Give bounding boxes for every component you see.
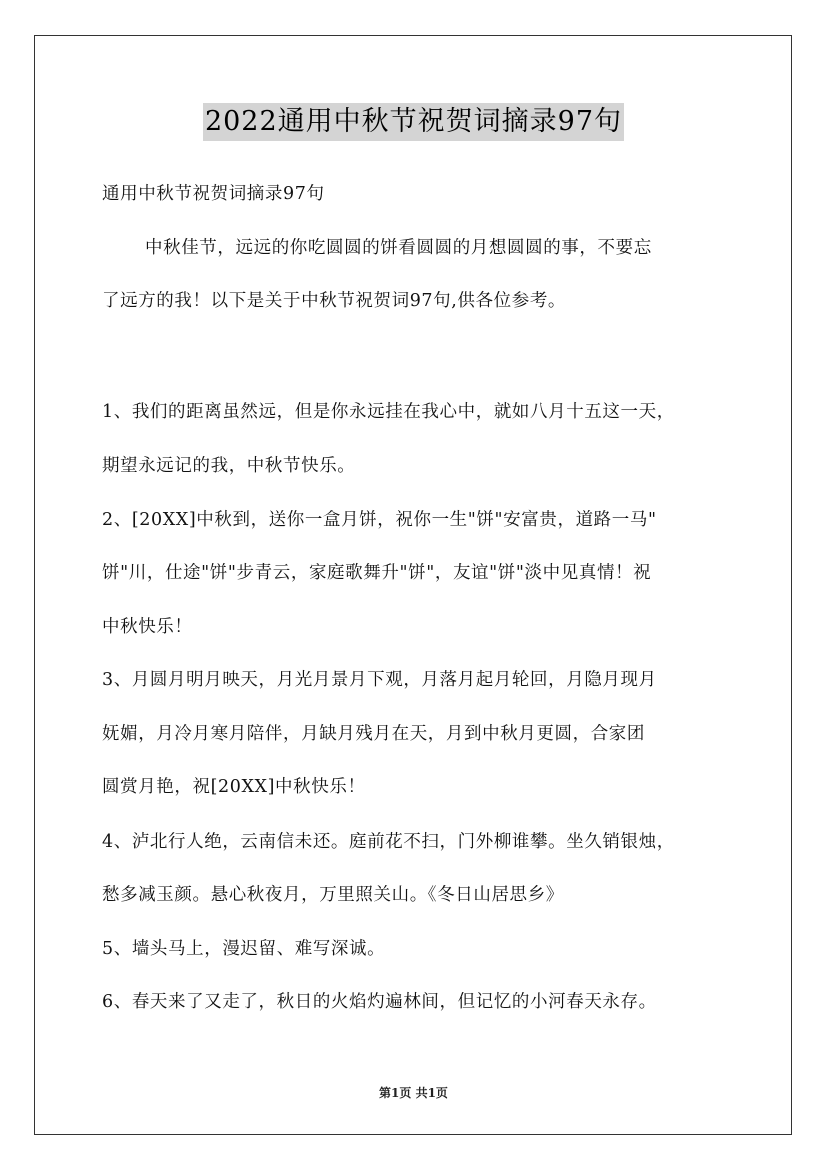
intro-line-1: 中秋佳节，远远的你吃圆圆的饼看圆圆的月想圆圆的事，不要忘 — [145, 238, 652, 258]
item-line: 愁多减玉颜。悬心秋夜月，万里照关山。《冬日山居思乡》 — [102, 885, 564, 905]
item-line: 4、泸北行人绝，云南信未还。庭前花不扫，门外柳谁攀。坐久销银烛， — [102, 832, 675, 852]
item-line: 2、[20XX]中秋到，送你一盒月饼，祝你一生"饼"安富贵，道路一马" — [102, 510, 657, 530]
item-line: 中秋快乐！ — [102, 617, 193, 637]
title-container — [0, 103, 827, 141]
item-line: 饼"川，仕途"饼"步青云，家庭歌舞升"饼"，友谊"饼"淡中见真情！祝 — [102, 563, 652, 583]
item-line: 6、春天来了又走了，秋日的火焰灼遍林间，但记忆的小河春天永存。 — [102, 992, 657, 1012]
intro-line-2: 了远方的我！以下是关于中秋节祝贺词97句,供各位参考。 — [102, 291, 567, 311]
item-line: 期望永远记的我，中秋节快乐。 — [102, 456, 356, 476]
item-line: 妩媚，月冷月寒月陪伴，月缺月残月在天，月到中秋月更圆，合家团 — [102, 724, 645, 744]
item-line: 1、我们的距离虽然远，但是你永远挂在我心中，就如八月十五这一天， — [102, 402, 675, 422]
document-subtitle: 通用中秋节祝贺词摘录97句 — [102, 184, 325, 204]
item-line: 圆赏月艳，祝[20XX]中秋快乐！ — [102, 777, 366, 797]
item-line: 3、月圆月明月映天，月光月景月下观，月落月起月轮回，月隐月现月 — [102, 670, 657, 690]
page-number: 第1页 共1页 — [379, 1086, 448, 1100]
document-title: 2022通用中秋节祝贺词摘录97句 — [203, 103, 624, 141]
item-line: 5、墙头马上，漫迟留、难写深诚。 — [102, 939, 386, 959]
